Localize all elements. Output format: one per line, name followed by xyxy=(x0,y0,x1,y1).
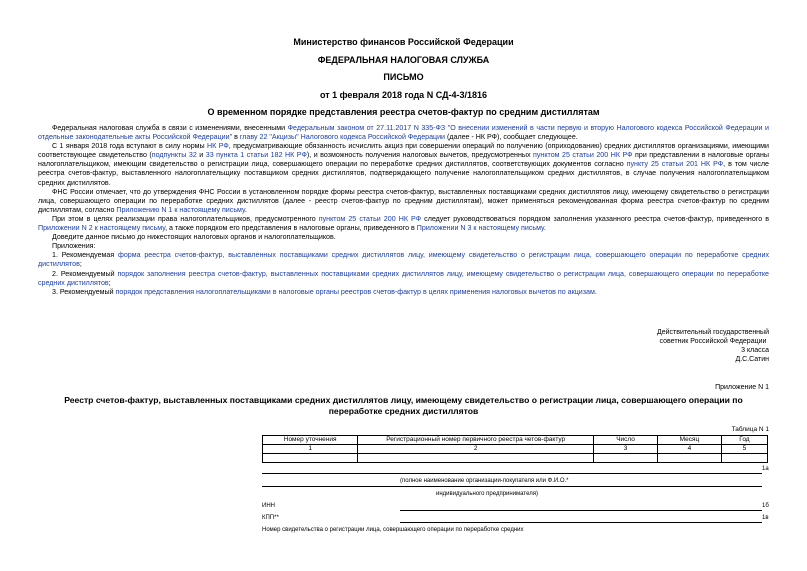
date-number-heading: от 1 февраля 2018 года N СД-4-3/1816 xyxy=(319,90,488,100)
link-app-2[interactable]: порядок заполнения реестра счетов-фактур, выставленных поставщиками средних дистиллятов лицу, имеющему свидетельство о регистрации лица, совершающего операции по переработке средних дистиллятов xyxy=(38,269,769,287)
paragraph-2: С 1 января 2018 года вступают в силу нормы НК РФ, предусматривающие обязанность исчислить акциз при совершении операций по получению (оприходованию) средних дистиллятов организациями, имеющими соответствующее свидетельство (подпункты 32 и 33 пункта 1 статьи 182 НК РФ), и возможность получения налоговых вычетов, предусмотренных пунктом 25 статьи 200 НК РФ при представлении в налоговые органы налогоплательщиком, имеющим свидетельство о регистрации лица, совершающего операции по переработке средних дистиллятов, соответствующих документов согласно пункту 25 статьи 201 НК РФ, в том числе реестра счетов-фактур, выставленного налогоплательщику поставщиком средних дистиллятов, подтверждающего получение налогоплательщиком средних дистиллятов, в случае получения налогоплательщиком средних дистиллятов. xyxy=(38,142,770,187)
paragraph-3: ФНС России отмечает, что до утверждения ФНС России в установленном порядке формы реестра счетов-фактур, выставленных поставщиками средних дистиллятов лицу, имеющему свидетельство о регистрации лица, совершающего операции по переработке средних дистиллятов (далее - реестр счетов-фактур по средним дистиллятам), может применяться рекомендованная форма реестра счетов-фактур по средним дистиллятам, согласно Приложению N 1 к настоящему письму. xyxy=(38,187,769,214)
code-1a: 1а xyxy=(762,466,769,472)
number-cell: 3 xyxy=(594,445,658,454)
appendices-label: Приложения: xyxy=(52,242,96,251)
link-annex-2[interactable]: Приложении N 2 к настоящему письму xyxy=(38,224,166,233)
inn-line[interactable] xyxy=(400,510,762,511)
appendix-item-2: 2. Рекомендуемый порядок заполнения реестра счетов-фактур, выставленных поставщиками средних дистиллятов лицу, имеющему свидетельство о регистрации лица, совершающего операции по переработке средних дистиллятов; xyxy=(38,269,769,287)
value-cell[interactable] xyxy=(657,454,721,463)
header-cell: Год xyxy=(721,436,767,445)
appendix-item-1: 1. Рекомендуемая форма реестра счетов-фактур, выставленных поставщиками средних дистиллятов лицу, имеющему свидетельство о регистрации лица, совершающего операции по переработке средних дистиллятов; xyxy=(38,251,769,269)
header-cell: Число xyxy=(594,436,658,445)
number-cell: 2 xyxy=(358,445,594,454)
link-art-200[interactable]: пунктом 25 статьи 200 НК РФ xyxy=(533,151,633,160)
code-1v: 1в xyxy=(762,515,769,521)
kpp-label: КПП** xyxy=(262,515,279,521)
number-cell: 1 xyxy=(263,445,358,454)
link-subpoint-32[interactable]: подпункты 32 xyxy=(151,151,197,160)
service-heading: ФЕДЕРАЛЬНАЯ НАЛОГОВАЯ СЛУЖБА xyxy=(317,55,490,65)
table-header-row xyxy=(263,436,768,445)
table-empty-row xyxy=(263,454,768,463)
cert-label: Номер свидетельства о регистрации лица, совершающего операции по переработке средних xyxy=(262,527,524,533)
number-cell: 5 xyxy=(721,445,767,454)
link-annex-1[interactable]: Приложению N 1 к настоящему письму xyxy=(116,205,245,214)
register-table xyxy=(262,435,768,463)
link-nk-rf[interactable]: НК РФ xyxy=(207,142,229,151)
header-cell: Регистрационный номер первичного реестра четов-фактур xyxy=(358,436,594,445)
paragraph-5: Доведите данное письмо до нижестоящих налоговых органов и налогоплательщиков. xyxy=(52,233,336,242)
signature-line-2: советник Российской Федерации xyxy=(659,338,767,345)
signature-line-3: 3 класса xyxy=(741,347,769,354)
kpp-line[interactable] xyxy=(400,522,762,523)
link-subpoint-33[interactable]: 33 пункта 1 статьи 182 НК РФ xyxy=(205,151,307,160)
link-federal-law[interactable]: Федеральным законом от 27.11.2017 N 335-ФЗ "О внесении изменений в части первую и вторую Налогового кодекса Российской Федерации и отдельные законодательные акты Российской Федерации" xyxy=(38,124,769,142)
org-name-line[interactable] xyxy=(262,473,762,474)
number-cell: 4 xyxy=(657,445,721,454)
signature-name: Д.С.Сатин xyxy=(735,356,769,363)
link-annex-3[interactable]: Приложении N 3 к настоящему письму xyxy=(416,224,544,233)
signature-line-1: Действительный государственный xyxy=(657,329,769,336)
annex-title: Реестр счетов-фактур, выставленных поставщиками средних дистиллятов лицу, имеющему свидетельство о регистрации лица, совершающего операции по переработке средних дистиллятов xyxy=(64,395,743,416)
header-cell: Месяц xyxy=(657,436,721,445)
ministry-heading: Министерство финансов Российской Федерации xyxy=(293,37,514,47)
annex-label: Приложение N 1 xyxy=(715,384,769,391)
doc-title: О временном порядке представления реестра счетов-фактур по средним дистиллятам xyxy=(207,107,600,117)
table-label: Таблица N 1 xyxy=(731,426,769,433)
value-cell[interactable] xyxy=(263,454,358,463)
doc-type-heading: ПИСЬМО xyxy=(383,72,424,82)
signature-block xyxy=(657,328,769,364)
appendix-item-3: 3. Рекомендуемый порядок представления налогоплательщиками в налоговые органы реестров счетов-фактур в целях применения налоговых вычетов по акцизам. xyxy=(52,287,597,296)
table-number-row xyxy=(263,445,768,454)
link-app-3[interactable]: порядок представления налогоплательщиками в налоговые органы реестров счетов-фактур в целях применения налоговых вычетов по акцизам xyxy=(115,287,595,296)
paragraph-1: Федеральная налоговая служба в связи с изменениями, внесенными Федеральным законом от 27.11.2017 N 335-ФЗ "О внесении изменений в части первую и вторую Налогового кодекса Российской Федерации и отдельные законодательные акты Российской Федерации" в главу 22 "Акцизы" Налогового кодекса Российской Федерации (далее - НК РФ), сообщает следующее. xyxy=(38,124,769,142)
org-name-line-2[interactable] xyxy=(262,486,762,487)
link-chapter-22[interactable]: главу 22 "Акцизы" Налогового кодекса Российской Федерации xyxy=(239,133,446,142)
link-art-201[interactable]: пункту 25 статьи 201 НК РФ xyxy=(626,160,724,169)
value-cell[interactable] xyxy=(721,454,767,463)
header-cell: Номер уточнения xyxy=(263,436,358,445)
link-app-1[interactable]: форма реестра счетов-фактур, выставленных поставщиками средних дистиллятов лицу, имеющему свидетельство о регистрации лица, совершающего операции по переработке средних дистиллятов xyxy=(38,251,769,269)
link-art-200-b[interactable]: пунктом 25 статьи 200 НК РФ xyxy=(318,214,422,223)
inn-label: ИНН xyxy=(262,503,275,509)
paragraph-4: При этом в целях реализации права налогоплательщиков, предусмотренного пунктом 25 статьи 200 НК РФ следует руководствоваться порядком заполнения указанного реестра счетов-фактур, приведенного в Приложении N 2 к настоящему письму, а также порядком его представления в налоговые органы, приведенного в Приложении N 3 к настоящему письму. xyxy=(38,214,770,233)
value-cell[interactable] xyxy=(358,454,594,463)
value-cell[interactable] xyxy=(594,454,658,463)
org-caption: (полное наименование организации-покупателя или Ф.И.О.* xyxy=(400,478,569,484)
code-1b: 1б xyxy=(762,503,769,509)
ip-caption: индивидуального предпринимателя) xyxy=(436,491,538,497)
